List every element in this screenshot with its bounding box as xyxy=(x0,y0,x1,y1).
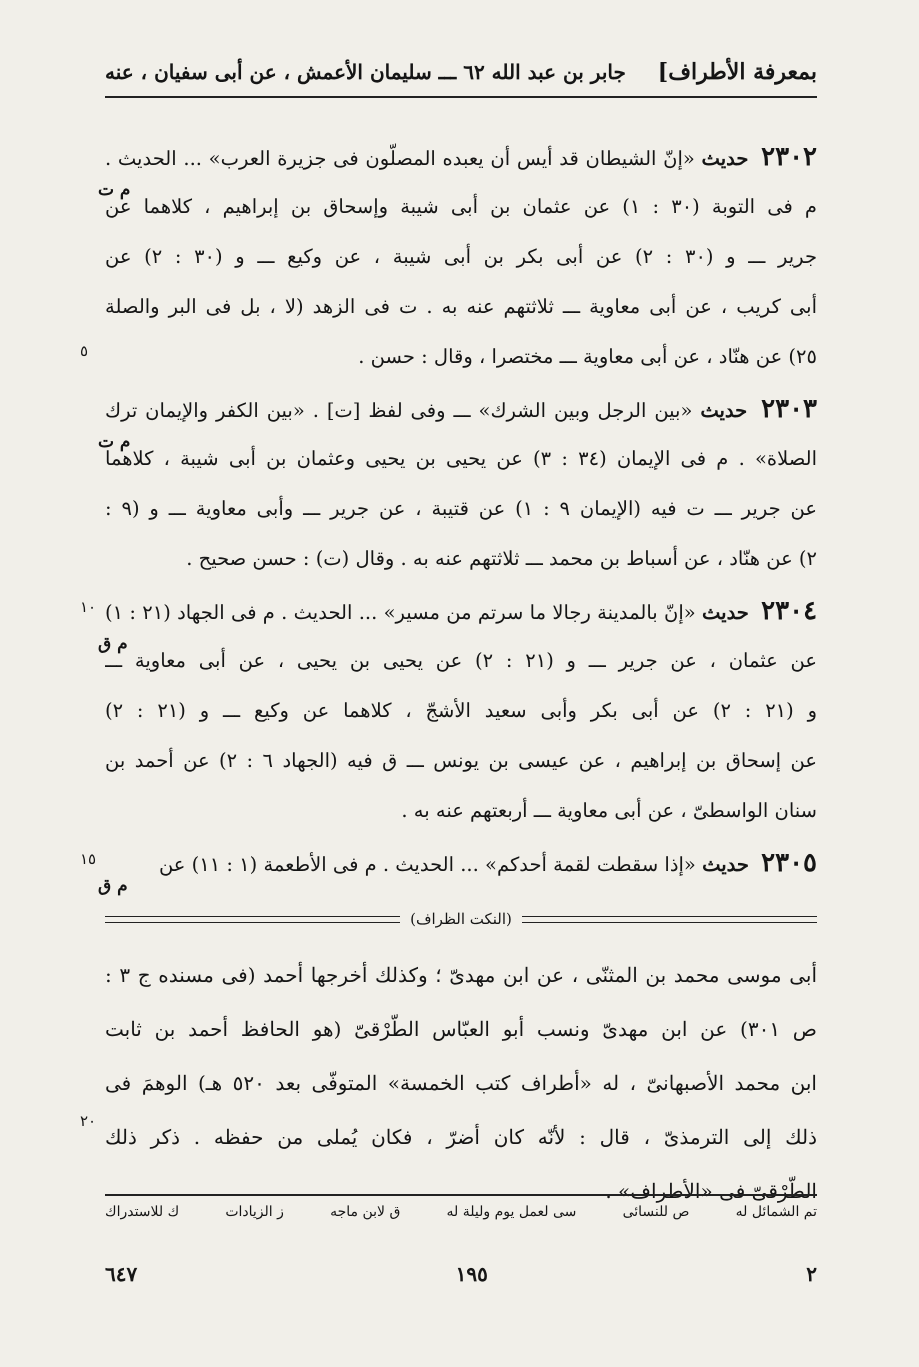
entry-line-text: «بين الرجل وبين الشرك» ـــ وفى لفظ [ت] . «بين الكفر والإيمان ترك xyxy=(105,399,693,422)
source-sigla: م ق xyxy=(98,876,128,896)
hadith-keyword: حديث xyxy=(701,147,749,170)
entry-line: عن جرير ـــ ت فيه (الإيمان ٩ : ١) عن قتيبة ، عن جرير ـــ وأبى معاوية ـــ و (٩ : xyxy=(105,497,817,520)
hadith-number: ٢٣٠٥ xyxy=(761,848,817,878)
hadith-keyword: حديث xyxy=(702,601,749,624)
header-rule xyxy=(105,96,817,98)
entry-line-text: «إنّ بالمدينة رجالا ما سرتم من مسير» ... الحديث . م فى الجهاد (٢١ : ١) xyxy=(105,601,696,624)
hadith-keyword: حديث xyxy=(702,853,749,876)
entry-line: عن عثمان ، عن جرير ـــ و (٢١ : ٢) عن يحيى بن يحيى ، عن أبى معاوية ـــ xyxy=(105,649,817,672)
entry-line xyxy=(105,384,817,434)
hadith-number: ٢٣٠٣ xyxy=(761,394,817,424)
hadith-entry-2303 xyxy=(105,384,817,584)
entry-line: الصلاة» . م فى الإيمان (٣٤ : ٣) عن يحيى بن يحيى وعثمان بن أبى شيبة ، كلاهما xyxy=(105,447,817,470)
note-line: ابن محمد الأصبهانىّ ، له «أطراف كتب الخمسة» المتوفّى بعد ٥٢٠ هـ) الوهمَ فى xyxy=(105,1071,817,1095)
hadith-number: ٢٣٠٤ xyxy=(761,596,817,626)
legend-item: ق لابن ماجه xyxy=(330,1204,401,1220)
page-footer xyxy=(105,1262,817,1286)
notes-divider xyxy=(105,906,817,932)
entry-line: عن إسحاق بن إبراهيم ، عن عيسى بن يونس ـــ ق فيه (الجهاد ٦ : ٢) عن أحمد بن xyxy=(105,749,817,772)
entry-line: ٢) عن هنّاد ، عن أسباط بن محمد ـــ ثلاثتهم عنه به . وقال (ت) : حسن صحيح . xyxy=(186,547,817,570)
source-sigla: م ق xyxy=(98,634,128,654)
legend-item: ك للاستدراك xyxy=(105,1204,180,1220)
note-line: ص ٣٠١) عن ابن مهدىّ ونسب أبو العبّاس الطّرْقىّ (هو الحافظ أحمد بن ثابت xyxy=(105,1017,817,1041)
note-line: أبى موسى محمد بن المثنّى ، عن ابن مهدىّ ؛ وكذلك أخرجها أحمد (فى مسنده ج ٣ : xyxy=(105,963,817,987)
notes-block xyxy=(105,948,817,1218)
divider-rule xyxy=(105,916,400,923)
hadith-entry-2305 xyxy=(105,838,817,888)
original-page-number: ٦٤٧ xyxy=(105,1262,138,1286)
entry-line xyxy=(105,838,817,888)
legend-item: تم الشمائل له xyxy=(735,1204,817,1220)
hadith-keyword: حديث xyxy=(700,399,748,422)
sigla-legend xyxy=(105,1204,817,1220)
running-head xyxy=(105,52,817,92)
hadith-number: ٢٣٠٢ xyxy=(761,142,817,172)
entry-line-text: «إذا سقطت لقمة أحدكم» ... الحديث . م فى الأطعمة (١ : ١١) عن xyxy=(158,853,696,876)
line-number: ١٥ xyxy=(80,850,97,868)
page-number: ١٩٥ xyxy=(455,1262,488,1286)
source-sigla: م ت xyxy=(98,432,131,452)
note-line: ذلك إلى الترمذىّ ، قال : لأنّه كان أضرّ ، فكان يُملى من حفظه . ذكر ذلك xyxy=(105,1125,817,1149)
hadith-entry-2302 xyxy=(105,132,817,382)
entry-line: جرير ـــ و (٣٠ : ٢) عن أبى بكر بن أبى شيبة ، عن وكيع ـــ و (٣٠ : ٢) عن xyxy=(105,245,817,268)
legend-rule xyxy=(105,1194,817,1196)
line-number: ١٠ xyxy=(80,598,97,616)
running-head-title: جابر بن عبد الله ٦٢ ـــ سليمان الأعمش ، عن أبى سفيان ، عنه xyxy=(105,60,626,84)
line-number: ٥ xyxy=(80,342,89,360)
note-line: الطّرْقىّ فى «الأطراف» . xyxy=(605,1179,817,1203)
entry-line: أبى كريب ، عن أبى معاوية ـــ ثلاثتهم عنه به . ت فى الزهد (لا ، بل فى البر والصلة xyxy=(105,295,817,318)
entry-line: و (٢١ : ٢) عن أبى بكر وأبى سعيد الأشجّ ، كلاهما عن وكيع ـــ و (٢١ : ٢) xyxy=(105,699,817,722)
legend-item: ز الزيادات xyxy=(225,1204,284,1220)
entry-line: م فى التوبة (٣٠ : ١) عن عثمان بن أبى شيبة وإسحاق بن إبراهيم ، كلاهما عن xyxy=(105,195,817,218)
running-head-right: بمعرفة الأطراف] xyxy=(657,59,817,85)
entry-line xyxy=(105,132,817,182)
volume-number: ٢ xyxy=(806,1262,817,1286)
entry-line: سنان الواسطىّ ، عن أبى معاوية ـــ أربعتهم عنه به . xyxy=(401,799,817,822)
source-sigla: م ت xyxy=(98,180,131,200)
entry-line xyxy=(105,586,817,636)
legend-item: سى لعمل يوم وليلة له xyxy=(446,1204,577,1220)
hadith-entry-2304 xyxy=(105,586,817,836)
entry-line: ٢٥) عن هنّاد ، عن أبى معاوية ـــ مختصرا ، وقال : حسن . xyxy=(358,345,817,368)
divider-rule xyxy=(522,916,817,923)
divider-title: (النكت الظراف) xyxy=(410,910,512,928)
entry-line-text: «إنّ الشيطان قد أيس أن يعبده المصلّون فى جزيرة العرب» ... الحديث . xyxy=(105,147,695,170)
line-number: ٢٠ xyxy=(80,1112,97,1130)
legend-item: ص للنسائى xyxy=(622,1204,690,1220)
